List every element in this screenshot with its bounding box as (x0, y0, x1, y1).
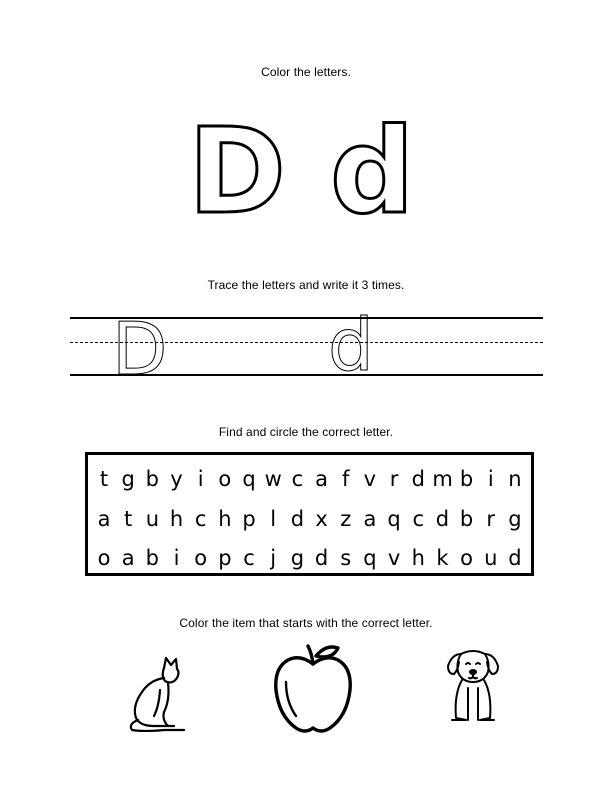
grid-letter[interactable]: r (389, 467, 399, 491)
grid-letter[interactable]: o (218, 467, 232, 491)
grid-letter[interactable]: n (508, 467, 522, 491)
grid-letter[interactable]: u (484, 546, 498, 570)
grid-letter[interactable]: q (242, 467, 256, 491)
grid-letter[interactable]: g (508, 507, 522, 531)
grid-letter[interactable]: a (121, 546, 135, 570)
grid-letter[interactable]: a (315, 467, 328, 491)
outline-letter-upper[interactable]: D (188, 102, 286, 240)
grid-letter[interactable]: d (508, 546, 522, 570)
apple-icon[interactable] (270, 642, 356, 734)
dog-icon[interactable] (444, 648, 502, 726)
grid-letter[interactable]: y (170, 467, 183, 491)
letter-grid-row (94, 504, 525, 534)
grid-letter[interactable]: a (97, 507, 111, 531)
grid-letter[interactable]: s (340, 546, 352, 570)
grid-letter[interactable]: h (218, 507, 232, 531)
grid-letter[interactable]: b (459, 507, 474, 531)
grid-letter[interactable]: c (194, 507, 207, 531)
trace-letter-upper: D (112, 307, 168, 391)
instruction-find-circle: Find and circle the correct letter. (218, 425, 394, 439)
grid-letter[interactable]: d (314, 546, 329, 570)
grid-letter[interactable]: r (486, 507, 496, 531)
grid-letter[interactable]: c (291, 467, 304, 491)
letter-grid (85, 452, 534, 576)
grid-letter[interactable]: t (124, 507, 133, 531)
grid-letter[interactable]: w (264, 467, 282, 491)
grid-letter[interactable]: k (436, 546, 449, 570)
grid-letter[interactable]: g (121, 467, 135, 491)
grid-letter[interactable]: q (387, 507, 401, 531)
grid-letter[interactable]: p (242, 507, 256, 531)
grid-letter[interactable]: d (290, 507, 305, 531)
trace-letter-lower: d (328, 303, 374, 387)
outline-letter-lower[interactable]: d (330, 102, 415, 240)
instruction-color-letters: Color the letters. (261, 65, 351, 79)
grid-letter[interactable]: v (363, 467, 377, 491)
grid-letter[interactable]: h (411, 546, 425, 570)
letter-grid-row (94, 543, 525, 573)
outline-letters (0, 102, 612, 240)
grid-letter[interactable]: j (270, 546, 277, 570)
grid-letter[interactable]: i (197, 467, 204, 491)
grid-letter[interactable]: t (99, 467, 109, 491)
instruction-trace: Trace the letters and write it 3 times. (207, 278, 405, 292)
grid-letter[interactable]: z (340, 507, 352, 531)
grid-letter[interactable]: o (97, 546, 111, 570)
grid-letter[interactable]: i (173, 546, 180, 570)
grid-letter[interactable]: c (412, 507, 424, 531)
grid-letter[interactable]: o (460, 546, 473, 570)
cat-icon[interactable] (124, 650, 188, 732)
grid-letter[interactable]: l (270, 507, 277, 531)
grid-letter[interactable]: c (243, 546, 255, 570)
grid-letter[interactable]: v (387, 546, 401, 570)
instruction-color-item: Color the item that starts with the correct letter. (179, 616, 433, 630)
grid-letter[interactable]: h (169, 507, 184, 531)
grid-letter[interactable]: m (432, 467, 453, 491)
grid-letter[interactable]: i (487, 467, 494, 491)
grid-letter[interactable]: o (194, 546, 208, 570)
grid-letter[interactable]: u (145, 507, 159, 531)
grid-letter[interactable]: b (459, 467, 474, 491)
grid-letter[interactable]: d (435, 507, 450, 531)
grid-letter[interactable]: g (290, 546, 305, 570)
tracing-lines[interactable] (70, 303, 543, 391)
grid-letter[interactable]: p (218, 546, 232, 570)
grid-letter[interactable]: a (363, 507, 377, 531)
grid-letter[interactable]: b (145, 546, 160, 570)
letter-grid-row (94, 464, 525, 494)
grid-letter[interactable]: b (145, 467, 160, 491)
grid-letter[interactable]: d (411, 467, 425, 491)
grid-letter[interactable]: q (363, 546, 377, 570)
grid-letter[interactable]: x (315, 507, 328, 531)
grid-letter[interactable]: f (342, 467, 350, 491)
